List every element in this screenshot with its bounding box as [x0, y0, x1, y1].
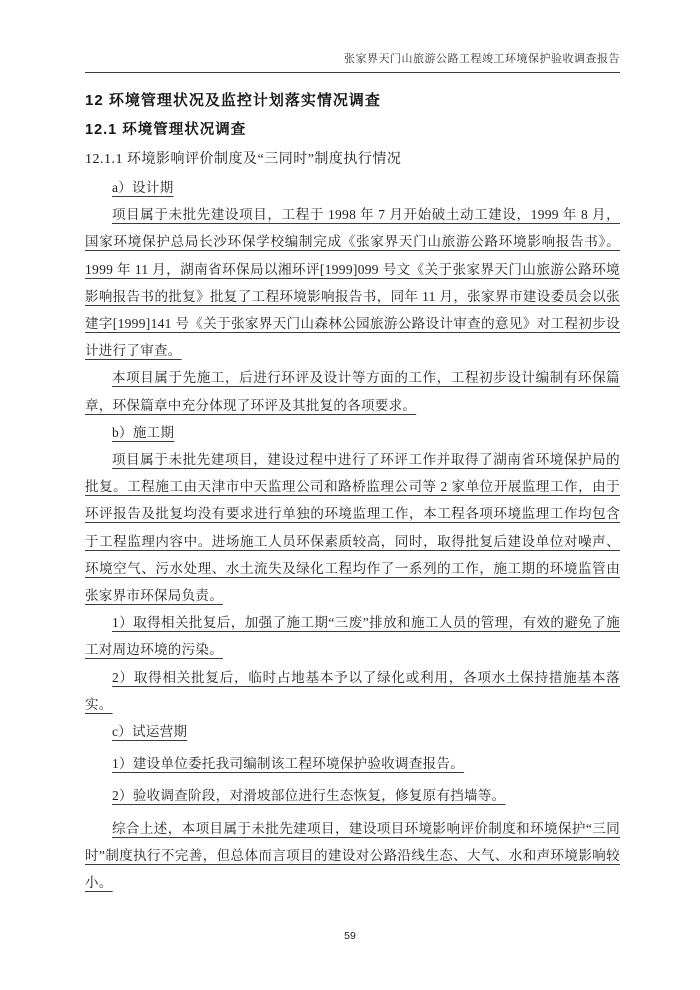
- page-header: [85, 50, 620, 73]
- paragraph: 1）建设单位委托我司编制该工程环境保护验收调查报告。: [112, 756, 465, 772]
- paragraph: 综合上述，本项目属于未批先建项目，建设项目环境影响评价制度和环境保护“三同时”制度执行不完善，但总体而言项目的建设对公路沿线生态、大气、水和声环境影响较小。: [85, 820, 620, 891]
- paragraph: 1）取得相关批复后，加强了施工期“三废”排放和施工人员的管理，有效的避免了施工对周边环境的污染。: [85, 615, 620, 658]
- paragraph: 项目属于未批先建设项目，工程于 1998 年 7 月开始破土动工建设，1999 年 8 月，国家环境保护总局长沙环保学校编制完成《张家界天门山旅游公路环境影响报告书》。1999 年 11 月，湖南省环保局以湘环评[1999]099 号文《关于张家界天门山旅游公路环境影响报告书的批复》批复了工程环境影响报告书，同年 11 月，张家界市建设委员会以张建字[1999]141 号《关于张家界天门山森林公园旅游公路设计审查的意见》对工程初步设计进行了审查。: [85, 207, 620, 359]
- page-footer: [0, 930, 700, 942]
- paragraph: a）设计期: [112, 180, 174, 195]
- document-content: [85, 86, 620, 896]
- heading-section: 12.1 环境管理状况调查: [85, 122, 247, 138]
- paragraph-list: [85, 174, 620, 896]
- paragraph: 2）取得相关批复后，临时占地基本予以了绿化或利用，各项水土保持措施基本落实。: [85, 669, 620, 712]
- heading-subsection: 12.1.1 环境影响评价制度及“三同时”制度执行情况: [85, 152, 402, 167]
- paragraph: c）试运营期: [112, 724, 188, 740]
- heading-chapter: 12 环境管理状况及监控计划落实情况调查: [85, 92, 381, 109]
- paragraph: 项目属于未批先建项目，建设过程中进行了环评工作并取得了湖南省环境保护局的批复。工程施工由天津市中天监理公司和路桥监理公司等 2 家单位开展监理工作，由于环评报告及批复均没有要求进行单独的环境监理工作，本工程各项环境监理工作均包含于工程监理内容中。进场施工人员环保素质较高，同时，取得批复后建设单位对噪声、环境空气、污水处理、水土流失及绿化工程均作了一系列的工作，施工期的环境监管由张家界市环保局负责。: [85, 452, 620, 604]
- header-title: 张家界天门山旅游公路工程竣工环境保护验收调查报告: [344, 53, 620, 65]
- paragraph: 本项目属于先施工，后进行环评及设计等方面的工作，工程初步设计编制有环保篇章，环保篇章中充分体现了环评及其批复的各项要求。: [85, 370, 620, 413]
- paragraph: b）施工期: [112, 424, 175, 440]
- paragraph: 2）验收调查阶段，对滑坡部位进行生态恢复，修复原有挡墙等。: [112, 788, 506, 804]
- page-number: 59: [344, 930, 356, 942]
